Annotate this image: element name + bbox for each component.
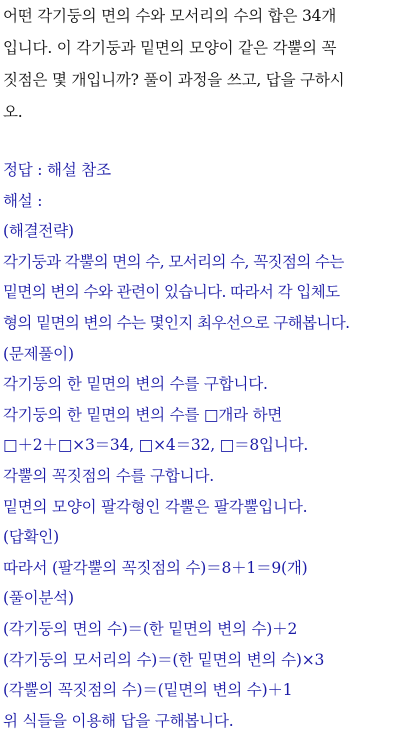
question-line: 어떤 각기둥의 면의 수와 모서리의 수의 합은 34개 [3, 7, 337, 25]
answer-line: 정답 : 해설 참조 [3, 161, 111, 179]
solution-section [3, 155, 400, 736]
analysis-line: (각기둥의 모서리의 수)＝(한 밑면의 변의 수)×3 [3, 650, 325, 669]
question-line: 입니다. 이 각기둥과 밑면의 모양이 같은 각뿔의 꼭 [3, 39, 337, 57]
solving-line: 각기둥의 한 밑면의 변의 수를 □개라 하면 [3, 405, 283, 424]
check-line: 따라서 (팔각뿔의 꼭짓점의 수)＝8＋1＝9(개) [3, 558, 308, 577]
solving-line: 각뿔의 꼭짓점의 수를 구합니다. [3, 466, 214, 485]
strategy-line: 밑면의 변의 수와 관련이 있습니다. 따라서 각 입체도 [3, 283, 340, 302]
strategy-line: 형의 밑면의 변의 수는 몇인지 최우선으로 구해봅니다. [3, 313, 350, 332]
question-text [3, 0, 400, 128]
strategy-heading: (해결전략) [3, 222, 74, 241]
analysis-line: (각기둥의 면의 수)＝(한 밑면의 변의 수)＋2 [3, 619, 298, 638]
analysis-line: (각뿔의 꼭짓점의 수)＝(밑면의 변의 수)＋1 [3, 681, 293, 700]
analysis-line: 위 식들을 이용해 답을 구해봅니다. [3, 711, 234, 730]
question-line: 오. [3, 103, 23, 121]
check-heading: (답확인) [3, 528, 60, 547]
analysis-heading: (풀이분석) [3, 589, 74, 608]
solving-line: 밑면의 모양이 팔각형인 각뿔은 팔각뿔입니다. [3, 497, 308, 516]
question-line: 짓점은 몇 개입니까? 풀이 과정을 쓰고, 답을 구하시 [3, 71, 345, 89]
strategy-line: 각기둥과 각뿔의 면의 수, 모서리의 수, 꼭짓점의 수는 [3, 252, 344, 271]
solving-line: 각기둥의 한 밑면의 변의 수를 구합니다. [3, 375, 268, 394]
solving-heading: (문제풀이) [3, 344, 74, 363]
solving-line: □＋2＋□×3＝34, □×4＝32, □＝8입니다. [3, 436, 309, 455]
explanation-label: 해설 : [3, 191, 43, 210]
